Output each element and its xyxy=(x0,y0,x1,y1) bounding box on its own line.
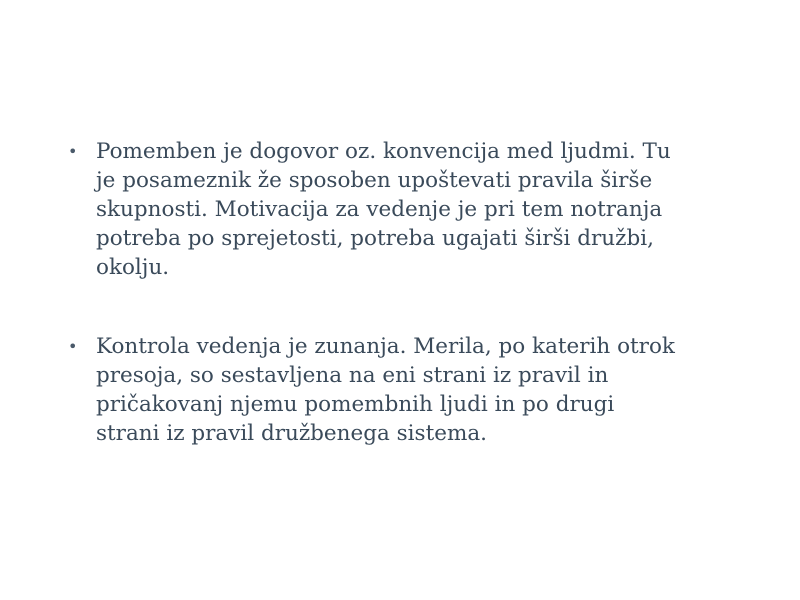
bullet-marker: • xyxy=(68,337,78,356)
bullet-marker: • xyxy=(68,142,78,161)
bullet-item-1 xyxy=(68,137,748,282)
bullet-item-2 xyxy=(68,332,748,448)
bullet-list xyxy=(68,137,748,448)
bullet-text: Pomemben je dogovor oz. konvencija med ljudmi. Tu je posameznik že sposoben upoštevati pravila širše skupnosti. Motivacija za vedenje je pri tem notranja potreba po sprejetosti, potreba ugajati širši družbi, okolju. xyxy=(96,139,671,280)
bullet-text: Kontrola vedenja je zunanja. Merila, po katerih otrok presoja, so sestavljena na eni strani iz pravil in pričakovanj njemu pomembnih ljudi in po drugi strani iz pravil družbenega sistema. xyxy=(96,334,675,446)
